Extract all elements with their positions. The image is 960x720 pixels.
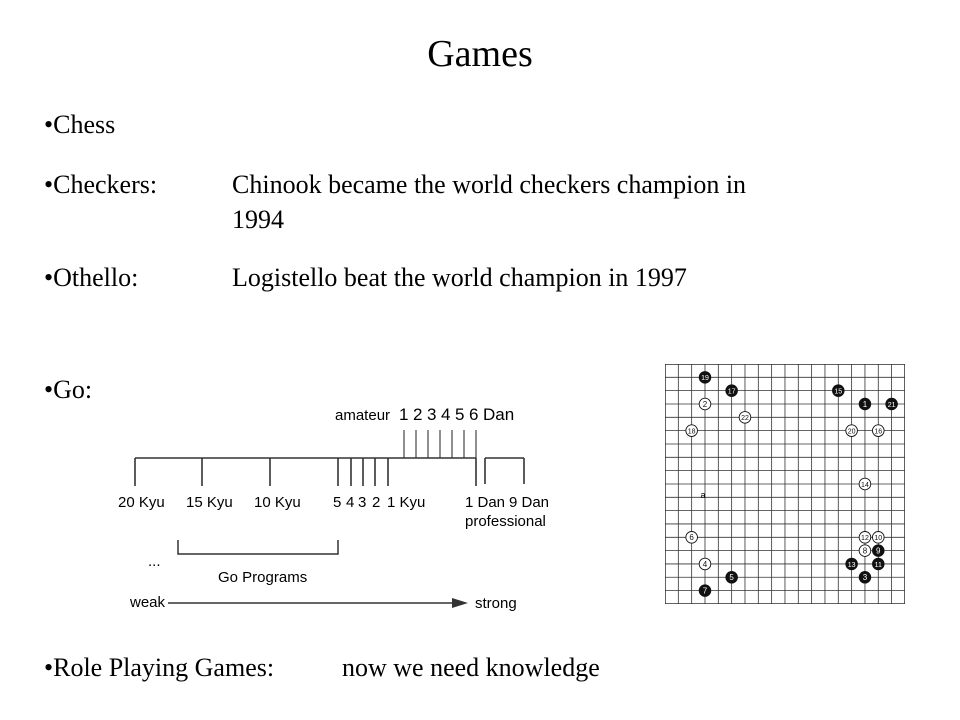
stone-white-14 xyxy=(859,478,871,490)
stone-number: 18 xyxy=(687,428,696,436)
stone-number: 4 xyxy=(702,559,708,569)
stone-white-22 xyxy=(739,412,751,424)
stone-white-16 xyxy=(872,425,884,437)
stone-number: 6 xyxy=(689,533,694,543)
strong-label: strong xyxy=(475,595,517,612)
stone-white-10 xyxy=(872,531,884,543)
stone-black-3 xyxy=(859,571,871,583)
stone-number: 12 xyxy=(861,535,869,543)
dan-number-5: 5 xyxy=(455,405,465,424)
dan-number-4: 4 xyxy=(441,405,451,424)
checkers-description-line1: Chinook became the world checkers champion in xyxy=(232,170,747,199)
stone-black-19 xyxy=(699,372,711,384)
stone-number: 21 xyxy=(887,401,896,409)
rank-1-dan: 1 Dan xyxy=(465,494,506,511)
bullet-go: •Go: xyxy=(44,375,93,404)
rank-15-kyu: 15 Kyu xyxy=(186,494,233,511)
bullet-chess: •Chess xyxy=(44,110,116,139)
rank-3: 3 xyxy=(358,494,367,511)
stone-number: 3 xyxy=(862,573,868,583)
go-programs-label: Go Programs xyxy=(218,569,308,586)
stone-white-20 xyxy=(846,425,858,437)
rank-20-kyu: 20 Kyu xyxy=(118,494,165,511)
stone-number: 7 xyxy=(702,586,708,596)
rank-1-kyu: 1 Kyu xyxy=(387,494,426,511)
stone-white-6 xyxy=(686,531,698,543)
stone-number: 8 xyxy=(862,546,868,556)
stone-white-2 xyxy=(699,398,711,410)
stone-number: 10 xyxy=(874,535,883,543)
bullet-role-playing-games: •Role Playing Games: xyxy=(44,653,275,682)
amateur-label: amateur xyxy=(335,407,391,424)
stone-number: 9 xyxy=(876,546,881,556)
programs-ellipsis: ... xyxy=(148,553,161,570)
stone-black-5 xyxy=(726,571,738,583)
stone-number: 22 xyxy=(741,415,749,423)
stone-number: 1 xyxy=(862,399,868,409)
othello-description: Logistello beat the world champion in 1997 xyxy=(232,263,687,292)
board-mark-a: a xyxy=(700,490,706,500)
stone-black-11 xyxy=(872,558,884,570)
rank-axis xyxy=(135,458,524,486)
rpg-description: now we need knowledge xyxy=(342,653,600,682)
checkers-description-line2: 1994 xyxy=(232,205,284,234)
stone-black-7 xyxy=(699,585,711,597)
dan-suffix: Dan xyxy=(483,405,515,424)
stone-white-12 xyxy=(859,531,871,543)
dan-number-2: 2 xyxy=(413,405,423,424)
rank-4: 4 xyxy=(346,494,355,511)
dan-number-3: 3 xyxy=(427,405,437,424)
stone-number: 5 xyxy=(729,573,734,583)
stone-number: 17 xyxy=(727,388,736,396)
stone-number: 20 xyxy=(847,428,856,436)
stone-white-4 xyxy=(699,558,711,570)
slide-title: Games xyxy=(427,33,533,75)
weak-label: weak xyxy=(130,594,166,611)
stone-black-1 xyxy=(859,398,871,410)
rank-9-dan: 9 Dan xyxy=(509,494,550,511)
stone-black-21 xyxy=(886,398,898,410)
strength-arrow-head xyxy=(452,598,468,608)
rank-10-kyu: 10 Kyu xyxy=(254,494,301,511)
stone-number: 11 xyxy=(874,561,882,569)
stone-white-18 xyxy=(686,425,698,437)
stone-number: 15 xyxy=(834,388,843,396)
dan-number-1: 1 xyxy=(399,405,409,424)
professional-label: professional xyxy=(465,513,546,530)
stone-number: 19 xyxy=(701,375,709,383)
go-programs-bracket xyxy=(178,540,338,554)
stone-number: 2 xyxy=(702,399,708,409)
dan-tick-group xyxy=(404,430,476,458)
stone-black-9 xyxy=(872,545,884,557)
stone-number: 13 xyxy=(847,561,856,569)
stone-black-13 xyxy=(846,558,858,570)
go-board xyxy=(665,364,905,604)
stone-white-8 xyxy=(859,545,871,557)
stone-number: 14 xyxy=(861,481,869,489)
stone-number: 16 xyxy=(874,428,883,436)
stone-black-15 xyxy=(832,385,844,397)
dan-number-6: 6 xyxy=(469,405,479,424)
bullet-checkers: •Checkers: xyxy=(44,170,158,199)
rank-2: 2 xyxy=(372,494,381,511)
go-rank-scale-diagram xyxy=(110,390,570,630)
bullet-othello: •Othello: xyxy=(44,263,139,292)
stone-black-17 xyxy=(726,385,738,397)
rank-5: 5 xyxy=(333,494,342,511)
